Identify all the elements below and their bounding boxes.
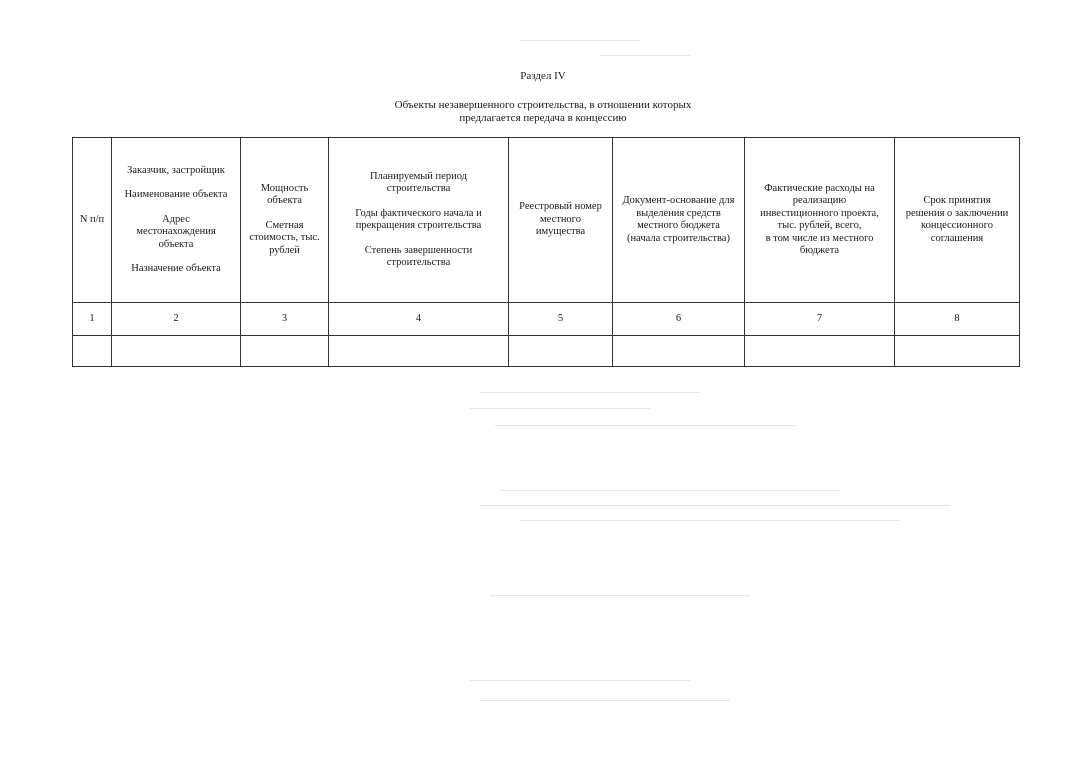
column-number: 4 [329, 303, 509, 336]
header-text-line: в том числе из местного [765, 232, 874, 244]
header-text-line: решения о заключении [905, 207, 1009, 219]
header-cell [895, 138, 1020, 303]
scan-artifact [480, 392, 700, 393]
scan-artifact [470, 408, 650, 409]
header-spacer [114, 177, 238, 189]
header-text-line: Годы фактического начала и [355, 207, 482, 219]
empty-cell [895, 336, 1020, 367]
scan-artifact [480, 700, 730, 701]
scan-artifact [500, 490, 840, 491]
header-text-line: N п/п [79, 213, 105, 225]
header-text-line: строительства [386, 257, 451, 268]
header-text-line: местонахождения [136, 226, 216, 237]
header-text-line: Реестровый номер [519, 201, 602, 213]
header-row [73, 138, 1020, 303]
column-number: 1 [73, 303, 112, 336]
header-cell [241, 138, 329, 303]
header-text-line: выделения средств [636, 207, 721, 219]
column-number-row [73, 303, 1020, 336]
column-number: 2 [112, 303, 241, 336]
header-text-line: местного [540, 213, 581, 225]
empty-cell [241, 336, 329, 367]
header-text-line: Адрес [162, 213, 190, 225]
header-text-line: Фактические расходы на [764, 182, 875, 194]
scan-artifact [470, 680, 690, 681]
header-text-line: прекращения строительства [355, 220, 482, 231]
header-text-line: Мощность [260, 182, 309, 194]
header-text-line: Сметная [265, 219, 304, 231]
header-spacer [114, 202, 238, 214]
header-text-line: объекта [267, 195, 302, 207]
header-spacer [243, 208, 326, 220]
header-spacer [114, 251, 238, 263]
scan-artifact [520, 520, 900, 521]
scan-artifact [600, 55, 690, 56]
section-title: Раздел IV [520, 70, 566, 82]
empty-cell [73, 336, 112, 367]
header-cell [73, 138, 112, 303]
header-text-line: строительства [386, 183, 451, 194]
column-number: 6 [613, 303, 745, 336]
scan-artifact [490, 595, 750, 596]
column-number: 7 [745, 303, 895, 336]
header-text-line: инвестиционного проекта, [760, 207, 879, 219]
empty-cell [509, 336, 613, 367]
scan-artifact [495, 425, 795, 426]
column-number: 8 [895, 303, 1020, 336]
header-text-line: тыс. рублей, всего, [777, 220, 862, 231]
scan-artifact [480, 505, 950, 506]
header-text-line: Срок принятия [923, 195, 991, 206]
header-text-line: соглашения [930, 232, 984, 244]
header-text-line: имущества [535, 226, 586, 238]
header-cell [613, 138, 745, 303]
scan-artifact [520, 40, 640, 41]
header-text-line: стоимость, тыс. [249, 232, 320, 244]
header-text-line: объекта [158, 238, 194, 250]
document-heading [0, 99, 1086, 125]
column-number: 5 [509, 303, 613, 336]
column-number: 3 [241, 303, 329, 336]
empty-cell [329, 336, 509, 367]
header-cell [329, 138, 509, 303]
header-cell [509, 138, 613, 303]
header-text-line: Назначение объекта [131, 263, 221, 274]
header-text-line: Планируемый период [370, 170, 467, 182]
header-cell [745, 138, 895, 303]
header-text-line: концессионного [921, 220, 993, 231]
header-text-line: местного бюджета [637, 220, 720, 231]
header-text-line: (начала строительства) [627, 232, 730, 244]
empty-cell [613, 336, 745, 367]
header-text-line: Документ-основание для [622, 195, 735, 206]
empty-data-row [73, 336, 1020, 367]
header-text-line: Заказчик, застройщик [127, 164, 225, 176]
header-spacer [331, 196, 506, 208]
header-cell [112, 138, 241, 303]
header-spacer [331, 233, 506, 245]
objects-table [72, 137, 1020, 367]
empty-cell [745, 336, 895, 367]
header-text-line: реализацию [792, 195, 847, 206]
empty-cell [112, 336, 241, 367]
header-text-line: бюджета [799, 245, 840, 256]
header-text-line: рублей [269, 244, 300, 256]
header-text-line: Наименование объекта [124, 189, 228, 200]
heading-line-1: Объекты незавершенного строительства, в отношении которых [394, 99, 692, 111]
header-text-line: Степень завершенности [364, 244, 473, 256]
heading-line-2: предлагается передача в концессию [459, 112, 627, 124]
